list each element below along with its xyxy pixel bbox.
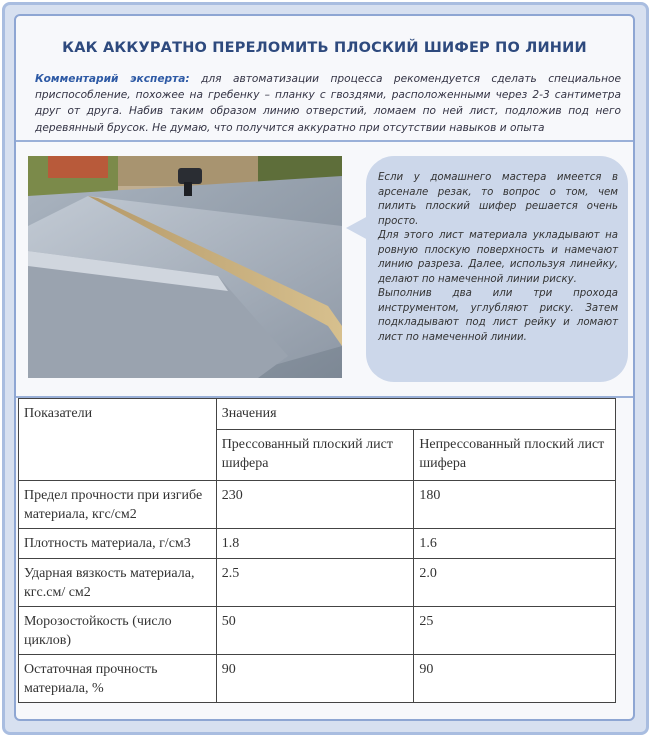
table-cell-pressed: 1.8	[216, 529, 414, 559]
page-title: КАК АККУРАТНО ПЕРЕЛОМИТЬ ПЛОСКИЙ ШИФЕР ПО ЛИНИИ	[62, 40, 587, 56]
expert-comment-label: Комментарий эксперта:	[35, 73, 190, 85]
expert-comment-text: для автоматизации процесса рекомендуется сделать специальное приспособление, похожее на гребенку – планку с гвоздями, расположенными через 2-3 сантиметра друг от друга. Набив таким образом линию отверстий, ломаем по ней лист, подложив под него деревянный брусок. Не думаю, что получится аккуратно при отсутствии навыков и опыта	[35, 73, 622, 134]
table-cell-unpressed: 1.6	[414, 529, 616, 559]
divider-top	[16, 140, 633, 142]
table-cell-unpressed: 180	[414, 481, 616, 529]
expert-comment	[35, 71, 621, 136]
table-cell-pressed: 230	[216, 481, 414, 529]
table-cell-pressed: 90	[216, 655, 414, 703]
speech-bubble-text	[378, 171, 618, 345]
table-header-pressed: Прессованный плоский лист шифера	[216, 429, 414, 480]
specs-table	[18, 398, 616, 703]
table-cell-name: Морозостойкость (число циклов)	[19, 607, 217, 655]
table-cell-name: Остаточная прочность материала, %	[19, 655, 217, 703]
table-cell-pressed: 50	[216, 607, 414, 655]
table-header-values: Значения	[216, 399, 615, 430]
bubble-paragraph-3: Выполнив два или три прохода инструментом, углубляют риску. Затем подкладывают под лист рейку и ломают лист по намеченной линии.	[378, 288, 618, 343]
table-header-row	[19, 399, 616, 430]
table-cell-name: Предел прочности при изгибе материала, кгс/см2	[19, 481, 217, 529]
table-row	[19, 607, 616, 655]
table-header-indicators: Показатели	[19, 399, 217, 481]
table-cell-name: Ударная вязкость материала, кгс.см/ см2	[19, 559, 217, 607]
table-cell-unpressed: 2.0	[414, 559, 616, 607]
table-row	[19, 481, 616, 529]
table-row	[19, 529, 616, 559]
table-cell-pressed: 2.5	[216, 559, 414, 607]
slate-cutting-photo	[28, 156, 342, 378]
table-cell-unpressed: 90	[414, 655, 616, 703]
table-header-unpressed: Непрессованный плоский лист шифера	[414, 429, 616, 480]
bubble-paragraph-1: Если у домашнего мастера имеется в арсенале резак, то вопрос о том, чем пилить плоский шифер решается очень просто.	[378, 172, 618, 227]
speech-bubble-tail	[346, 216, 368, 240]
table-cell-unpressed: 25	[414, 607, 616, 655]
table-row	[19, 559, 616, 607]
table-cell-name: Плотность материала, г/см3	[19, 529, 217, 559]
table-row	[19, 655, 616, 703]
bubble-paragraph-2: Для этого лист материала укладывают на ровную плоскую поверхность и намечают линию разреза. Далее, используя линейку, делают по намеченной линии риску.	[378, 230, 618, 285]
